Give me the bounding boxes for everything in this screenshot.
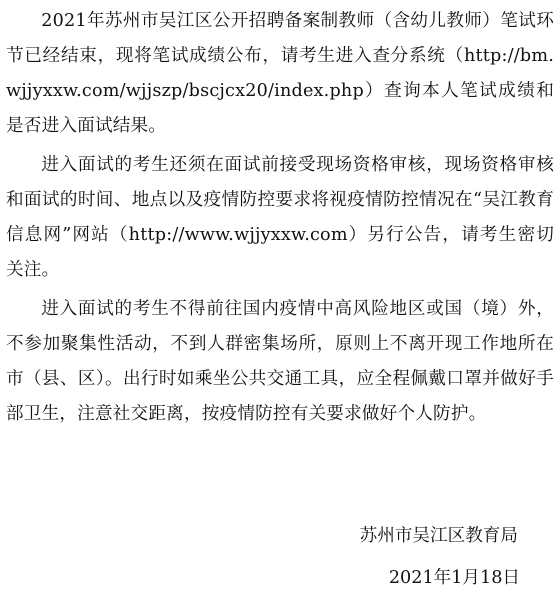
signature-date: 2021年1月18日 <box>388 568 520 588</box>
paragraph-results-announcement: 2021年苏州市吴江区公开招聘备案制教师（含幼儿教师）笔试环节已经结束，现将笔试成绩公布，请考生进入查分系统（http://bm.wjjyxxw.com/wjjszp/bscjcx20/index.php）查询本人笔试成绩和是否进入面试结果。 <box>6 11 554 136</box>
paragraph-epidemic-prevention: 进入面试的考生不得前往国内疫情中高风险地区或国（境）外，不参加聚集性活动，不到人群密集场所，原则上不离开现工作地所在市（县、区）。出行时如乘坐公共交通工具，应全程佩戴口罩并做好手部卫生，注意社交距离，按疫情防控有关要求做好个人防护。 <box>6 299 554 424</box>
signature-organization: 苏州市吴江区教育局 <box>359 526 518 546</box>
document-body <box>6 4 554 436</box>
paragraph-qualification-review: 进入面试的考生还须在面试前接受现场资格审核，现场资格审核和面试的时间、地点以及疫情防控要求将视疫情防控情况在“吴江教育信息网”网站（http://www.wjjyxxw.com）另行公告，请考生密切关注。 <box>6 155 554 280</box>
